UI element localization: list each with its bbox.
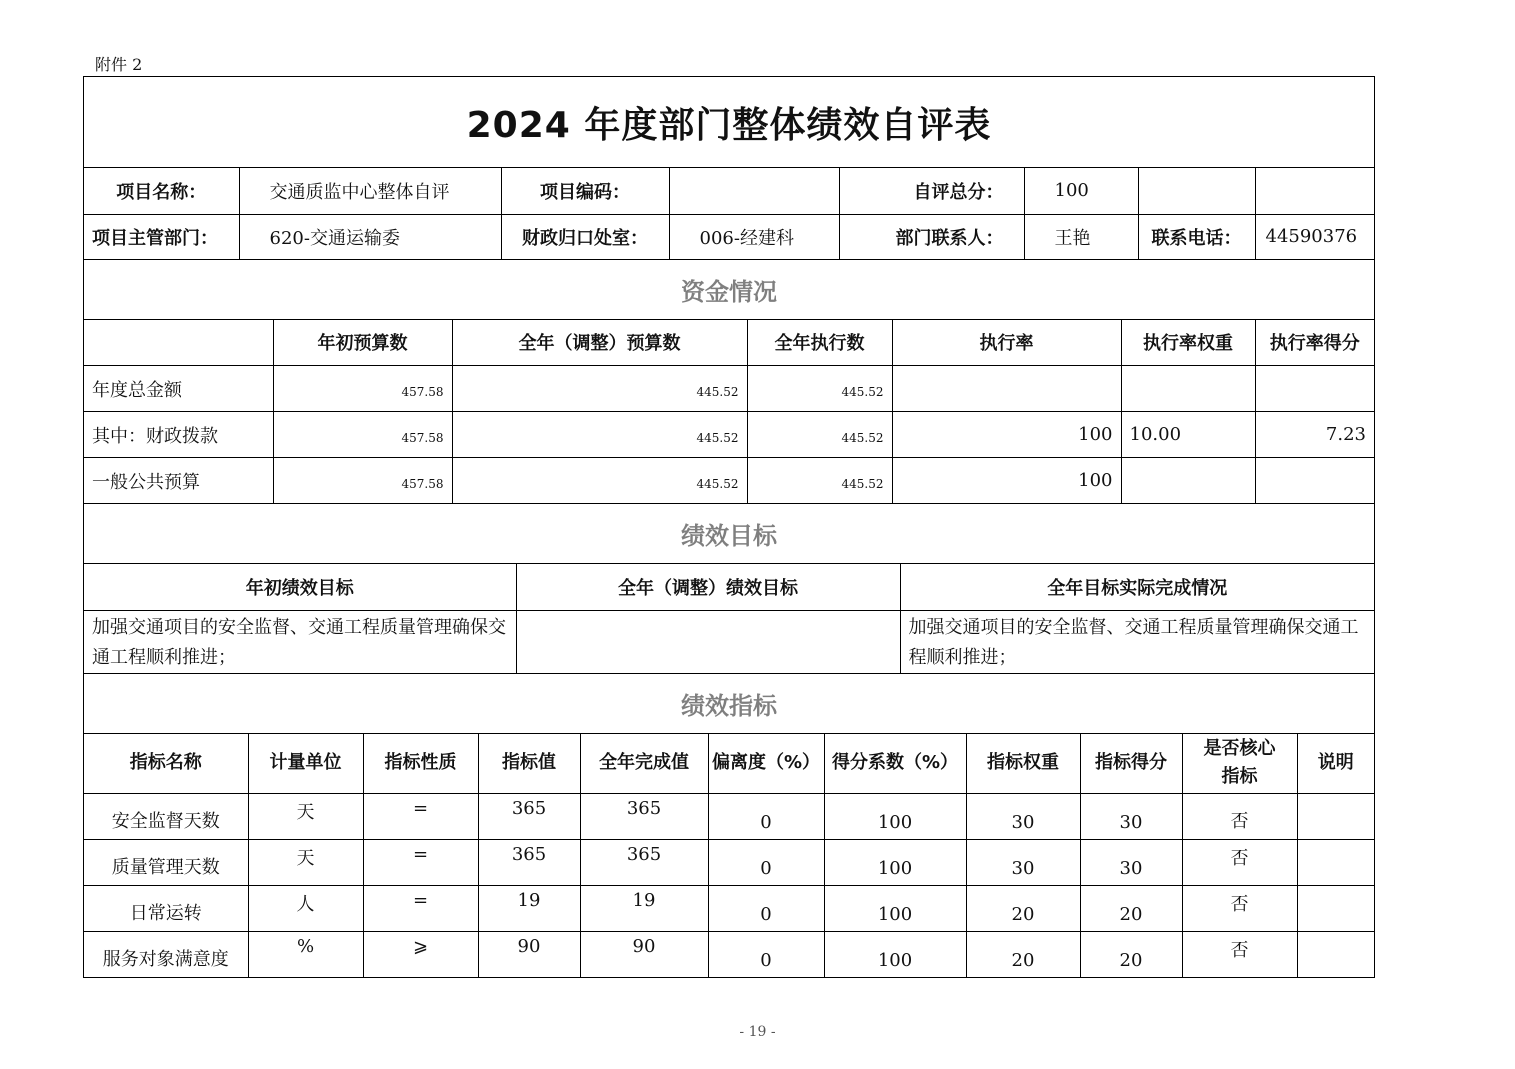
score-value: 100 [1024,168,1138,214]
ind-name: 质量管理天数 [84,840,248,886]
ind-completed: 90 [580,932,708,978]
indicators-table [84,734,1374,979]
contact-label: 部门联系人： [839,214,1024,259]
funds-executed: 445.52 [747,458,892,504]
funds-header-adjusted-budget: 全年（调整）预算数 [452,320,747,366]
funds-executed: 445.52 [747,412,892,458]
ind-nature: = [363,794,478,840]
ind-target: 19 [478,886,580,932]
funds-initial-budget: 457.58 [273,412,452,458]
funds-exec-rate: 100 [892,412,1121,458]
goal-initial: 加强交通项目的安全监督、交通工程质量管理确保交通工程顺利推进； [84,610,516,673]
funds-table [84,320,1374,505]
ind-completed: 365 [580,794,708,840]
ind-weight: 20 [966,886,1080,932]
ind-header-completed: 全年完成值 [580,734,708,794]
info-table [84,168,1374,260]
funds-header-initial-budget: 年初预算数 [273,320,452,366]
project-code-label: 项目编码： [501,168,669,214]
ind-weight: 30 [966,840,1080,886]
ind-target: 90 [478,932,580,978]
funds-exec-rate [892,366,1121,412]
funds-section-title: 资金情况 [681,277,777,306]
ind-score: 30 [1080,794,1182,840]
ind-completed: 365 [580,840,708,886]
title-box [84,77,1374,168]
empty-cell [1255,168,1374,214]
funds-rate-score [1255,366,1374,412]
goals-section-title: 绩效目标 [681,522,777,550]
ind-weight: 20 [966,932,1080,978]
goals-header-row [84,564,1374,610]
page-title: 2024 年度部门整体绩效自评表 [466,104,992,146]
page-number: - 19 - [739,1024,776,1040]
ind-core: 否 [1182,794,1297,840]
ind-header-target: 指标值 [478,734,580,794]
funds-section-heading [84,260,1374,320]
ind-deviation: 0 [708,794,824,840]
dept-label: 项目主管部门： [84,214,239,259]
ind-core: 否 [1182,886,1297,932]
project-name-label: 项目名称： [84,168,239,214]
ind-header-score: 指标得分 [1080,734,1182,794]
indicator-row [84,840,1374,886]
funds-header-rate-score: 执行率得分 [1255,320,1374,366]
ind-note [1297,794,1374,840]
ind-nature: = [363,886,478,932]
ind-weight: 30 [966,794,1080,840]
goals-header-adjusted: 全年（调整）绩效目标 [516,564,900,610]
ind-name: 服务对象满意度 [84,932,248,978]
info-row-1 [84,168,1374,214]
ind-completed: 19 [580,886,708,932]
ind-name: 日常运转 [84,886,248,932]
indicator-row [84,794,1374,840]
funds-rate-weight: 10.00 [1121,412,1255,458]
ind-header-nature: 指标性质 [363,734,478,794]
ind-deviation: 0 [708,886,824,932]
funds-row-fiscal [84,412,1374,458]
ind-header-deviation: 偏离度（%） [708,734,824,794]
ind-nature: ⩾ [363,932,478,978]
ind-coefficient: 100 [824,794,966,840]
ind-core: 否 [1182,932,1297,978]
funds-header-exec-rate: 执行率 [892,320,1121,366]
ind-unit: 天 [248,840,363,886]
funds-rate-weight [1121,458,1255,504]
goals-table [84,564,1374,674]
ind-core: 否 [1182,840,1297,886]
ind-coefficient: 100 [824,840,966,886]
project-code-value [669,168,839,214]
funds-adjusted-budget: 445.52 [452,412,747,458]
indicators-header-row [84,734,1374,794]
funds-exec-rate: 100 [892,458,1121,504]
goals-header-initial: 年初绩效目标 [84,564,516,610]
phone-value: 44590376 [1255,214,1374,259]
finance-value: 006-经建科 [669,214,839,259]
ind-header-unit: 计量单位 [248,734,363,794]
ind-unit: 天 [248,794,363,840]
ind-unit: % [248,932,363,978]
goals-header-actual: 全年目标实际完成情况 [900,564,1374,610]
funds-rate-score [1255,458,1374,504]
ind-target: 365 [478,794,580,840]
funds-row-label: 其中：财政拨款 [84,412,273,458]
funds-initial-budget: 457.58 [273,458,452,504]
ind-header-core: 是否核心指标 [1182,734,1297,794]
goal-adjusted [516,610,900,673]
goals-section-heading [84,504,1374,564]
ind-score: 30 [1080,840,1182,886]
funds-header-blank [84,320,273,366]
project-name-value: 交通质监中心整体自评 [239,168,501,214]
funds-adjusted-budget: 445.52 [452,458,747,504]
ind-coefficient: 100 [824,932,966,978]
ind-header-coefficient: 得分系数（%） [824,734,966,794]
funds-rate-weight [1121,366,1255,412]
phone-label: 联系电话： [1138,214,1255,259]
contact-value: 王艳 [1024,214,1138,259]
indicator-row [84,886,1374,932]
indicators-section-title: 绩效指标 [681,691,777,720]
indicators-section-heading [84,674,1374,734]
ind-header-name: 指标名称 [84,734,248,794]
ind-coefficient: 100 [824,886,966,932]
ind-nature: = [363,840,478,886]
funds-row-label: 年度总金额 [84,366,273,412]
goals-content-row [84,610,1374,673]
ind-deviation: 0 [708,932,824,978]
funds-header-row [84,320,1374,366]
ind-note [1297,886,1374,932]
finance-label: 财政归口处室： [501,214,669,259]
ind-unit: 人 [248,886,363,932]
funds-executed: 445.52 [747,366,892,412]
funds-initial-budget: 457.58 [273,366,452,412]
funds-row-total [84,366,1374,412]
ind-name: 安全监督天数 [84,794,248,840]
ind-deviation: 0 [708,840,824,886]
funds-row-general [84,458,1374,504]
ind-note [1297,840,1374,886]
goal-actual: 加强交通项目的安全监督、交通工程质量管理确保交通工程顺利推进； [900,610,1374,673]
ind-header-note: 说明 [1297,734,1374,794]
indicator-row [84,932,1374,978]
empty-cell [1138,168,1255,214]
ind-target: 365 [478,840,580,886]
attachment-label: 附件 2 [95,55,143,74]
ind-score: 20 [1080,886,1182,932]
dept-value: 620-交通运输委 [239,214,501,259]
self-evaluation-sheet [83,76,1375,978]
ind-note [1297,932,1374,978]
funds-header-rate-weight: 执行率权重 [1121,320,1255,366]
score-label: 自评总分： [839,168,1024,214]
info-row-2 [84,214,1374,259]
funds-adjusted-budget: 445.52 [452,366,747,412]
funds-rate-score: 7.23 [1255,412,1374,458]
ind-score: 20 [1080,932,1182,978]
funds-row-label: 一般公共预算 [84,458,273,504]
ind-header-weight: 指标权重 [966,734,1080,794]
funds-header-executed: 全年执行数 [747,320,892,366]
